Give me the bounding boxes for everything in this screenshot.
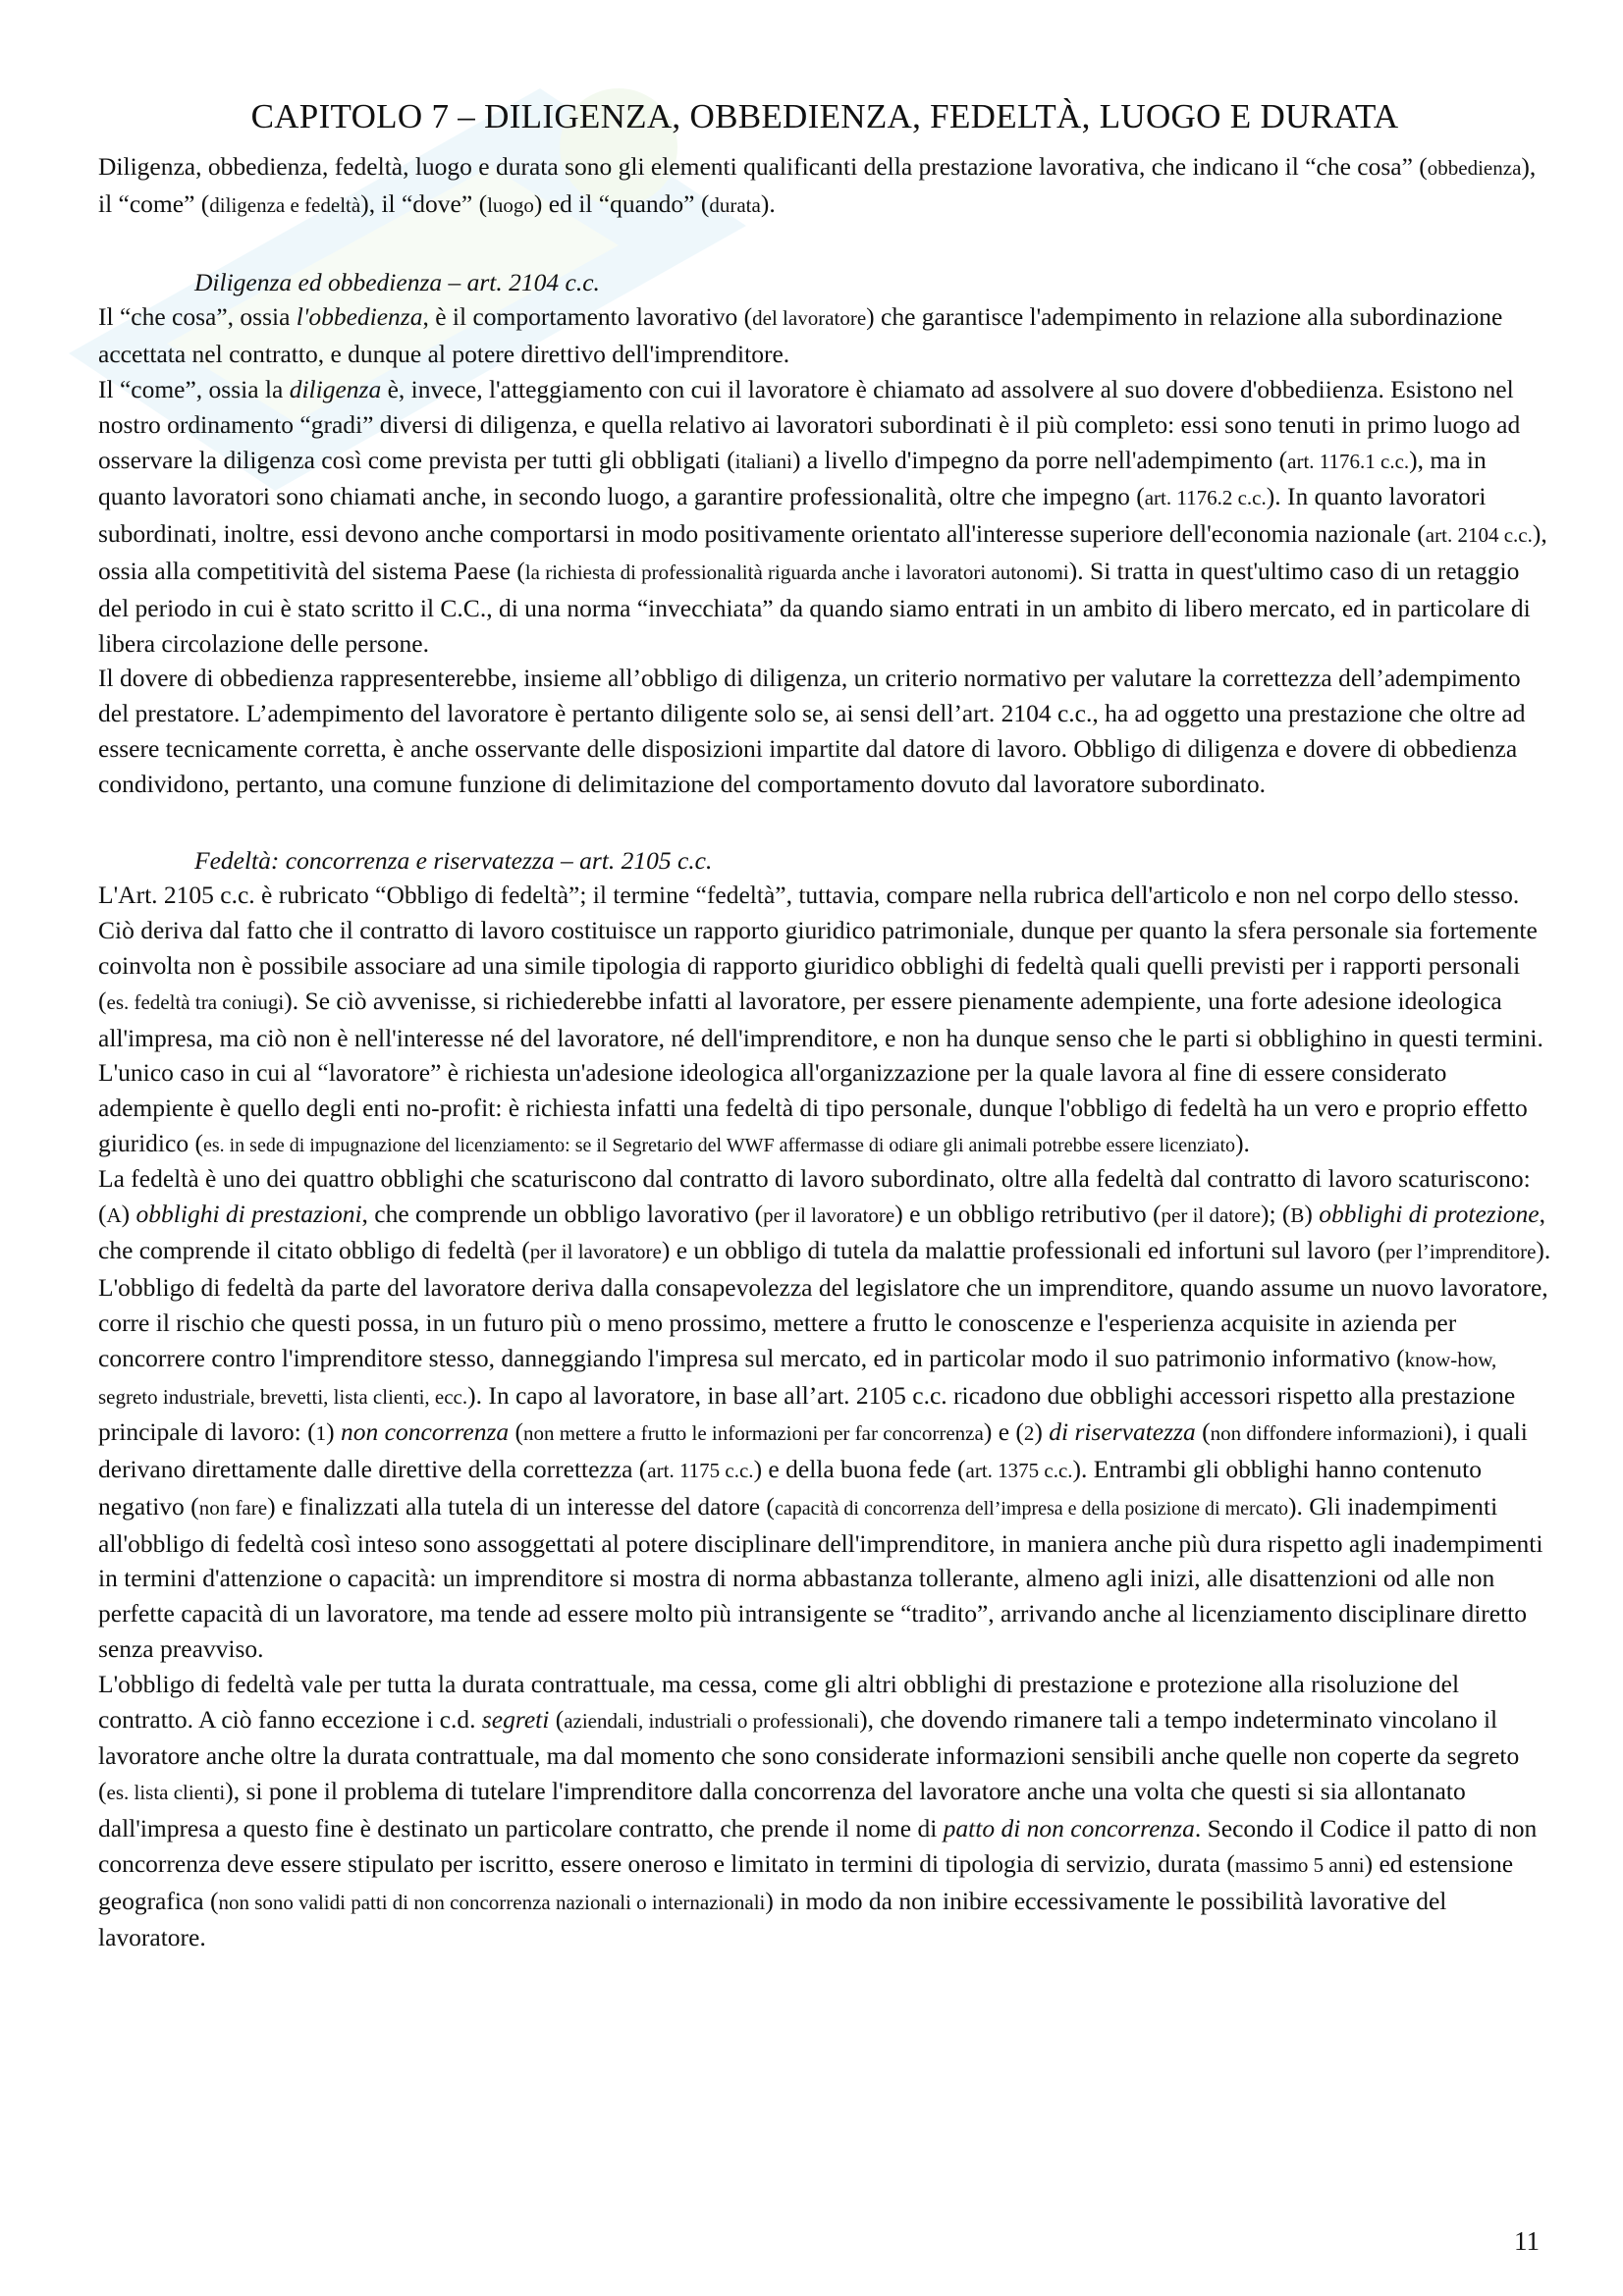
intro-paragraph: Diligenza, obbedienza, fedeltà, luogo e durata sono gli elementi qualificanti della prestazione lavorativa, che indicano il “che cosa” (obbedienza), il “come” (diligenza e fedeltà), il “dove” (luogo) ed il “quando” (durata). xyxy=(98,152,1537,218)
document-page xyxy=(98,96,1551,1955)
spacer xyxy=(98,224,1551,265)
paragraph-obbedienza: Il “che cosa”, ossia l'obbedienza, è il comportamento lavorativo (del lavoratore) che garantisce l'adempimento in relazione alla subordinazione accettata nel contratto, e dunque al potere direttivo dell'imprenditore. xyxy=(98,302,1503,369)
section-heading-fedelta: Fedeltà: concorrenza e riservatezza – art. 2105 c.c. xyxy=(194,845,713,875)
page-number: 11 xyxy=(1514,2226,1540,2256)
chapter-title: CAPITOLO 7 – DILIGENZA, OBBEDIENZA, FEDELTÀ, LUOGO E DURATA xyxy=(250,97,1399,135)
paragraph-diligenza: Il “come”, ossia la diligenza è, invece, l'atteggiamento con cui il lavoratore è chiamato ad assolvere al suo dovere d'obbediienza. Esistono nel nostro ordinamento “gradi” diversi di diligenza, e quella relativo ai lavoratori subordinati è il più completo: essi sono tenuti in primo luogo ad osservare la diligenza così come prevista per tutti gli obbligati (italiani) a livello d'impegno da porre nell'adempimento (art. 1176.1 c.c.), ma in quanto lavoratori sono chiamati anche, in secondo luogo, a garantire professionalità, oltre che impegno (art. 1176.2 c.c.). In quanto lavoratori subordinati, inoltre, essi devono anche comportarsi in modo positivamente orientato all'interesse superiore dell'economia nazionale (art. 2104 c.c.), ossia alla competitività del sistema Paese (la richiesta di professionalità riguarda anche i lavoratori autonomi). Si tratta in quest'ultimo caso di un retaggio del periodo in cui è stato scritto il C.C., di una norma “invecchiata” da quando siamo entrati in un ambito di libero mercato, ed in particolare di libera circolazione delle persone. xyxy=(98,374,1547,658)
paragraph-patto-non-concorrenza: L'obbligo di fedeltà vale per tutta la durata contrattuale, ma cessa, come gli altri obblighi di prestazione e protezione alla risoluzione del contratto. A ciò fanno eccezione i c.d. segreti (aziendali, industriali o professionali), che dovendo rimanere tali a tempo indeterminato vincolano il lavoratore anche oltre la durata contrattuale, ma dal momento che sono considerate informazioni sensibili anche quelle non coperte da segreto (es. lista clienti), si pone il problema di tutelare l'imprenditore dalla concorrenza del lavoratore anche una volta che questi si sia allontanato dall'impresa a questo fine è destinato un particolare contratto, che prende il nome di patto di non concorrenza. Secondo il Codice il patto di non concorrenza deve essere stipulato per iscritto, essere oneroso e limitato in termini di tipologia di servizio, durata (massimo 5 anni) ed estensione geografica (non sono validi patti di non concorrenza nazionali o internazionali) in modo da non inibire eccessivamente le possibilità lavorative del lavoratore. xyxy=(98,1669,1538,1952)
paragraph-art-2105: L'Art. 2105 c.c. è rubricato “Obbligo di fedeltà”; il termine “fedeltà”, tuttavia, compare nella rubrica dell'articolo e non nel corpo dello stesso. Ciò deriva dal fatto che il contratto di lavoro costituisce un rapporto giuridico patrimoniale, dunque per quanto la sfera personale sia fortemente coinvolta non è possibile associare ad una simile tipologia di rapporto giuridico obblighi di fedeltà quali quelli previsti per i rapporti personali (es. fedeltà tra coniugi). Se ciò avvenisse, si richiederebbe infatti al lavoratore, per essere pienamente adempiente, una forte adesione ideologica all'impresa, ma ciò non è nell'interesse né del lavoratore, né dell'imprenditore, e non ha dunque senso che le parti si obblighino in questi termini. L'unico caso in cui al “lavoratore” è richiesta un'adesione ideologica all'organizzazione per la quale lavora al fine di essere considerato adempiente è quello degli enti no-profit: è richiesta infatti una fedeltà di tipo personale, dunque l'obbligo di fedeltà ha un vero e proprio effetto giuridico (es. in sede di impugnazione del licenziamento: se il Segretario del WWF affermasse di odiare gli animali potrebbe essere licenziato). xyxy=(98,881,1543,1157)
paragraph-dovere-obbedienza: Il dovere di obbedienza rappresenterebbe, insieme all’obbligo di diligenza, un criterio normativo per valutare la correttezza dell’adempimento del prestatore. L’adempimento del lavoratore è pertanto diligente solo se, ai sensi dell’art. 2104 c.c., ha ad oggetto una prestazione che oltre ad essere tecnicamente corretta, è anche osservante delle disposizioni impartite dal datore di lavoro. Obbligo di diligenza e dovere di obbedienza condividono, pertanto, una comune funzione di delimitazione del comportamento dovuto dal lavoratore subordinato. xyxy=(98,664,1526,798)
spacer xyxy=(98,802,1551,843)
section-heading-diligenza: Diligenza ed obbedienza – art. 2104 c.c. xyxy=(194,267,600,296)
paragraph-obblighi: La fedeltà è uno dei quattro obblighi che scaturiscono dal contratto di lavoro subordinato, oltre alla fedeltà dal contratto di lavoro scaturiscono: (A) obblighi di prestazioni, che comprende un obbligo lavorativo (per il lavoratore) e un obbligo retributivo (per il datore); (B) obblighi di protezione, che comprende il citato obbligo di fedeltà (per il lavoratore) e un obbligo di tutela da malattie professionali ed infortuni sul lavoro (per l’imprenditore). L'obbligo di fedeltà da parte del lavoratore deriva dalla consapevolezza del legislatore che un imprenditore, quando assume un nuovo lavoratore, corre il rischio che questi possa, in un futuro più o meno prossimo, mettere a frutto le conoscenze e l'esperienza acquisite in azienda per concorrere contro l'imprenditore stesso, danneggiando l'impresa sul mercato, ed in particolar modo il suo patrimonio informativo (know-how, segreto industriale, brevetti, lista clienti, ecc.). In capo al lavoratore, in base all’art. 2105 c.c. ricadono due obblighi accessori rispetto alla prestazione principale di lavoro: (1) non concorrenza (non mettere a frutto le informazioni per far concorrenza) e (2) di riservatezza (non diffondere informazioni), i quali derivano direttamente dalle direttive della correttezza (art. 1175 c.c.) e della buona fede (art. 1375 c.c.). Entrambi gli obblighi hanno contenuto negativo (non fare) e finalizzati alla tutela di un interesse del datore (capacità di concorrenza dell’impresa e della posizione di mercato). Gli inadempimenti all'obbligo di fedeltà così inteso sono assoggettati al potere disciplinare dell'imprenditore, in maniera anche più dura rispetto agli inadempimenti in termini d'attenzione o capacità: un imprenditore si mostra di norma abbastanza tollerante, almeno agli inizi, alle disattenzioni od alle non perfette capacità di un lavoratore, ma tende ad essere molto più intransigente se “tradito”, arrivando anche al licenziamento disciplinare diretto senza preavviso. xyxy=(98,1163,1551,1664)
